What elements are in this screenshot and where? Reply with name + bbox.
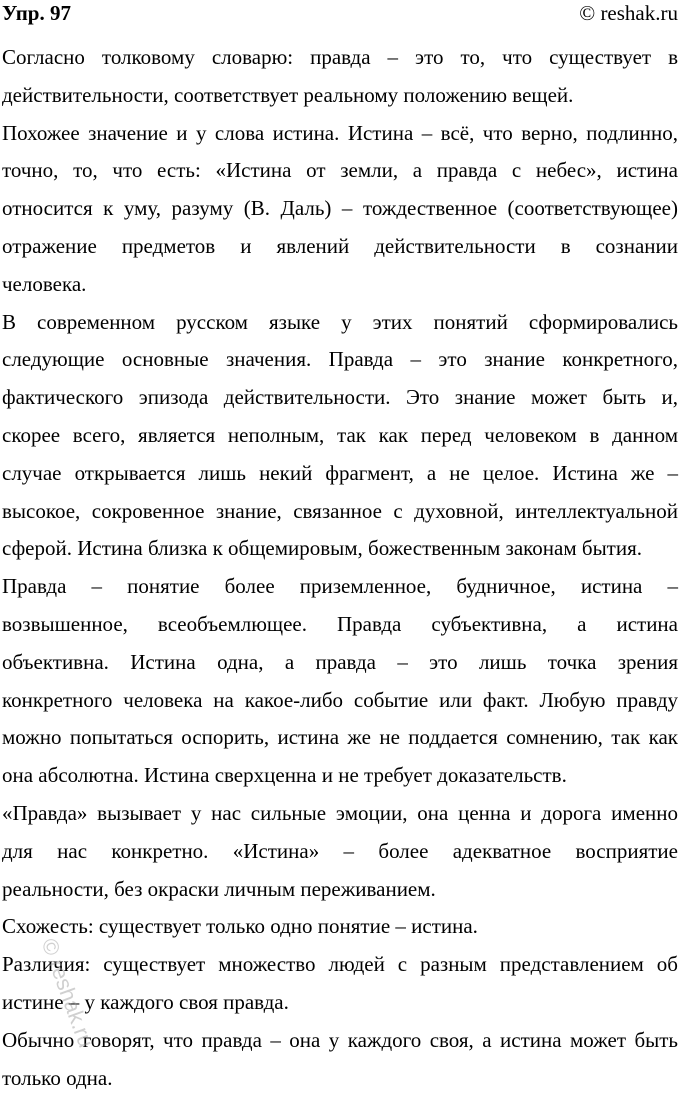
page-header [2,0,678,26]
document-body [2,39,678,1097]
text-line: объективна. Истина одна, а правда – это лишь точка зрения [2,649,678,674]
text-line: В современном русском языке у этих понятий сформировались [2,309,678,334]
paragraph [2,39,678,115]
paragraph [2,1022,678,1098]
watermark: © reshak.ru [36,935,100,1051]
text-line: она абсолютна. Истина сверхценна и не требует доказательств. [2,763,567,788]
text-line: случае открывается лишь некий фрагмент, а не целое. Истина же – [2,460,678,485]
text-line: можно попытаться оспорить, истина же не поддается сомнению, так как [2,725,678,750]
paragraph [2,908,678,946]
text-line: Схожесть: существует только одно понятие – истина. [2,914,478,939]
text-line: действительности, соответствует реальному положению вещей. [2,82,574,107]
exercise-title: Упр. 97 [2,0,71,25]
paragraph [2,568,678,795]
text-line: реальности, без окраски личным переживанием. [2,876,436,901]
paragraph [2,795,678,908]
text-line: человека. [2,271,87,296]
text-line: Обычно говорят, что правда – она у каждого своя, а истина может быть [2,1027,678,1052]
paragraph [2,115,678,304]
text-line: отражение предметов и явлений действительности в сознании [2,233,678,258]
text-line: скорее всего, является неполным, так как перед человеком в данном [2,422,678,447]
text-line: Различия: существует множество людей с разным представлением об [2,952,678,977]
text-line: возвышенное, всеобъемлющее. Правда субъективна, а истина [2,611,678,636]
text-line: конкретного человека на какое-либо событие или факт. Любую правду [2,687,678,712]
text-line: фактического эпизода действительности. Это знание может быть и, [2,385,678,410]
text-line: Согласно толковому словарю: правда – это то, что существует в [2,45,678,69]
text-line: точно, то, что есть: «Истина от земли, а правда с небес», истина [2,158,678,183]
text-line: Похожее значение и у слова истина. Истина – всё, что верно, подлинно, [2,120,678,145]
text-line: сферой. Истина близка к общемировым, божественным законам бытия. [2,536,642,561]
text-line: Правда – понятие более приземленное, будничное, истина – [2,574,678,599]
text-line: только одна. [2,1065,113,1090]
copyright-label: © reshak.ru [579,0,678,25]
paragraph [2,946,678,1022]
text-line: «Правда» вызывает у нас сильные эмоции, она ценна и дорога именно [2,800,678,825]
paragraph [2,304,678,569]
text-line: следующие основные значения. Правда – это знание конкретного, [2,347,678,372]
text-line: для нас конкретно. «Истина» – более адекватное восприятие [2,838,678,863]
text-line: высокое, сокровенное знание, связанное с духовной, интеллектуальной [2,498,678,523]
text-line: истине – у каждого своя правда. [2,989,289,1014]
text-line: относится к уму, разуму (В. Даль) – тождественное (соответствующее) [2,196,678,221]
